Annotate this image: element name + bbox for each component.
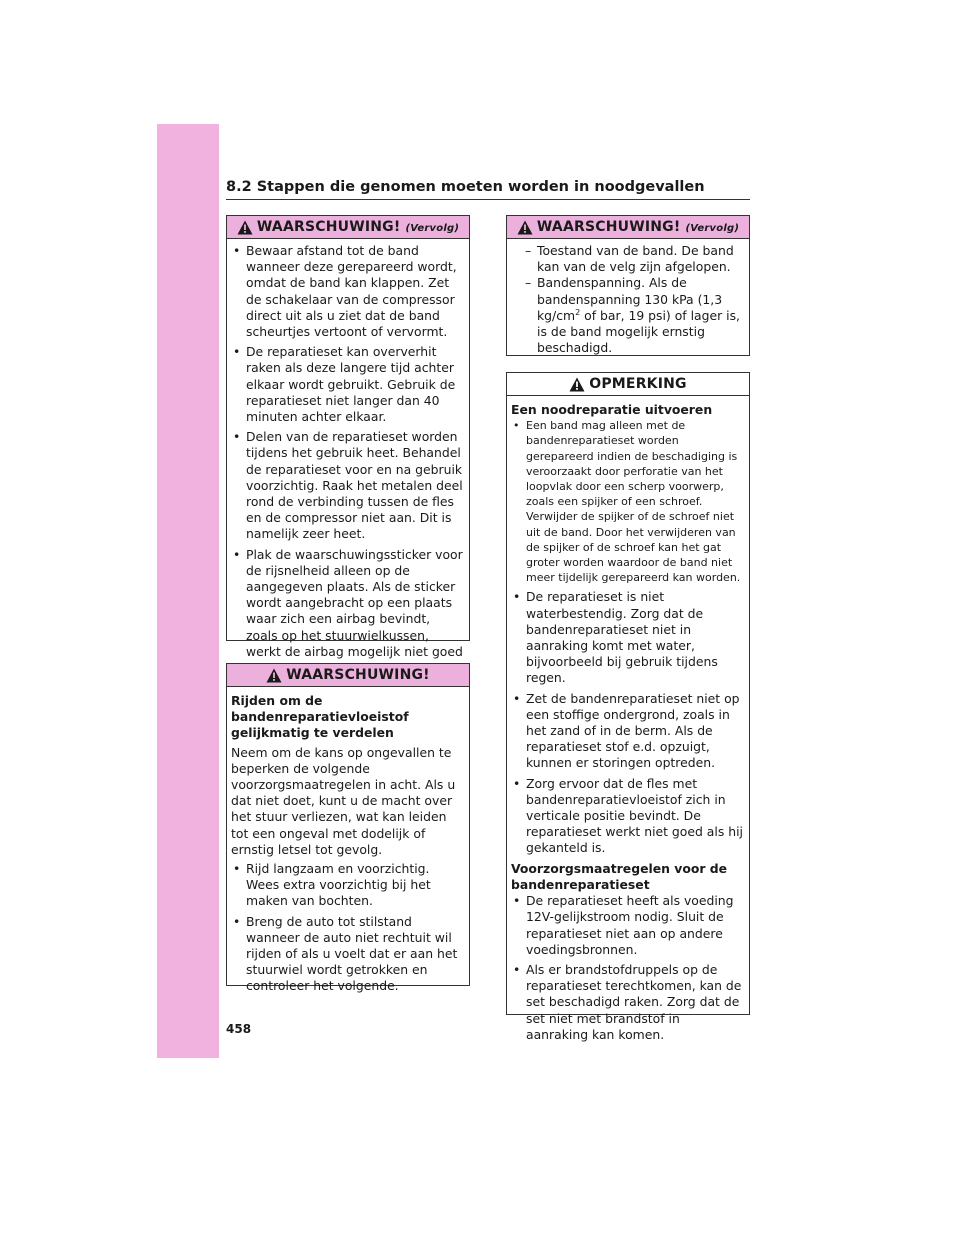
note-header — [507, 373, 749, 396]
list-item: – Bandenspanning. Als de bandenspanning 130 kPa (1,3 $kg/cm^2$ of bar, 19 psi) of lager is, is de band mogelijk ernstig beschadigd. — [525, 275, 740, 356]
list-item: • Als er brandstofdruppels op de reparatieset terechtkomen, kan de set beschadigd raken. Zorg dat de set niet met brandstof in aanraking kan komen. — [513, 961, 742, 1042]
subheading: Voorzorgsmaatregelen voor de bandenreparatieset — [511, 860, 728, 892]
warning-box-continued-left — [226, 215, 470, 659]
warning-box-driving — [226, 663, 470, 994]
warning-header — [507, 216, 749, 239]
list-item: • Zet de bandenreparatieset niet op een stoffige ondergrond, zoals in het zand of in de berm. Als de reparatieset stof e.d. opzuigt, kunnen er storingen optreden. — [513, 690, 740, 771]
warning-triangle-icon — [237, 220, 253, 235]
warning-title: WAARSCHUWING! — [256, 219, 401, 235]
continued-label: (Vervolg) — [685, 223, 740, 234]
continued-label: (Vervolg) — [405, 223, 460, 234]
subheading: Een noodreparatie uitvoeren — [511, 402, 713, 417]
list-item: • Delen van de reparatieset worden tijdens het gebruik heet. Behandel de reparatieset voor en na gebruik voorzichtig. Raak het metalen deel rond de verbinding tussen de fles en de compressor niet aan. Dit is namelijk zeer heet. — [233, 429, 463, 542]
list-item: • Rijd langzaam en voorzichtig. Wees extra voorzichtig bij het maken van bochten. — [233, 861, 431, 909]
paragraph: Neem om de kans op ongevallen te beperken de volgende voorzorgsmaatregelen in acht. Als u dat niet doet, kunt u de macht over het stuur verliezen, wat kan leiden tot een ongeval met dodelijk of ernstig letsel tot gevolg. — [231, 744, 456, 857]
note-title: OPMERKING — [589, 376, 687, 392]
list-item: • De reparatieset heeft als voeding 12V-gelijkstroom nodig. Sluit de reparatieset niet aan op andere voedingsbronnen. — [513, 893, 734, 957]
list-item: • Plak de waarschuwingssticker voor de rijsnelheid alleen op de aangegeven plaats. Als de sticker wordt aangebracht op een plaats waar zich een airbag bevindt, zoals op het stuurwielkussen, werkt de airbag mogelijk niet goed — [233, 546, 463, 659]
warning-header — [227, 216, 469, 239]
list-item: • Zorg ervoor dat de fles met bandenreparatievloeistof zich in verticale positie bevindt. De reparatieset werkt niet goed als hij gekanteld is. — [513, 775, 743, 856]
chapter-side-tab — [157, 124, 219, 1058]
page-number: 458 — [226, 1022, 252, 1036]
list-item: • Breng de auto tot stilstand wanneer de auto niet rechtuit wil rijden of als u voelt dat er aan het stuurwiel wordt getrokken en controleer het volgende. — [233, 913, 458, 994]
list-item: • Bewaar afstand tot de band wanneer deze gerepareerd wordt, omdat de band kan klappen. Zet de schakelaar van de compressor direct uit als u ziet dat de band scheurtjes vertoont of vervormt. — [233, 243, 457, 340]
list-item: • De reparatieset kan oververhit raken als deze langere tijd achter elkaar wordt gebruikt. Gebruik de reparatieset niet langer dan 40 minuten achter elkaar. — [233, 344, 456, 425]
caution-triangle-icon — [569, 377, 585, 392]
list-item: • Een band mag alleen met de bandenreparatieset worden gerepareerd indien de beschadiging is veroorzaakt door perforatie van het loopvlak door een scherp voorwerp, zoals een spijker of een schroef. Verwijder de spijker of de schroef niet uit de band. Door het verwijderen van de spijker of de schroef kan het gat groter worden waardoor de band niet meer tijdelijk gerepareerd kan worden. — [513, 419, 741, 585]
warning-header — [227, 664, 469, 687]
list-item: • De reparatieset is niet waterbestendig. Zorg dat de bandenreparatieset niet in aanraking komt met water, bijvoorbeeld bij gebruik tijdens regen. — [513, 589, 718, 686]
subheading: Rijden om de bandenreparatievloeistof gelijkmatig te verdelen — [231, 693, 409, 741]
warning-title: WAARSCHUWING! — [536, 219, 681, 235]
section-header: 8.2 Stappen die genomen moeten worden in noodgevallen — [226, 179, 750, 200]
warning-title: WAARSCHUWING! — [286, 667, 430, 683]
list-item: – Toestand van de band. De band kan van de velg zijn afgelopen. — [525, 243, 734, 275]
warning-triangle-icon — [517, 220, 533, 235]
note-box — [506, 372, 750, 1042]
warning-box-continued-right — [506, 215, 750, 356]
warning-triangle-icon — [266, 668, 282, 683]
